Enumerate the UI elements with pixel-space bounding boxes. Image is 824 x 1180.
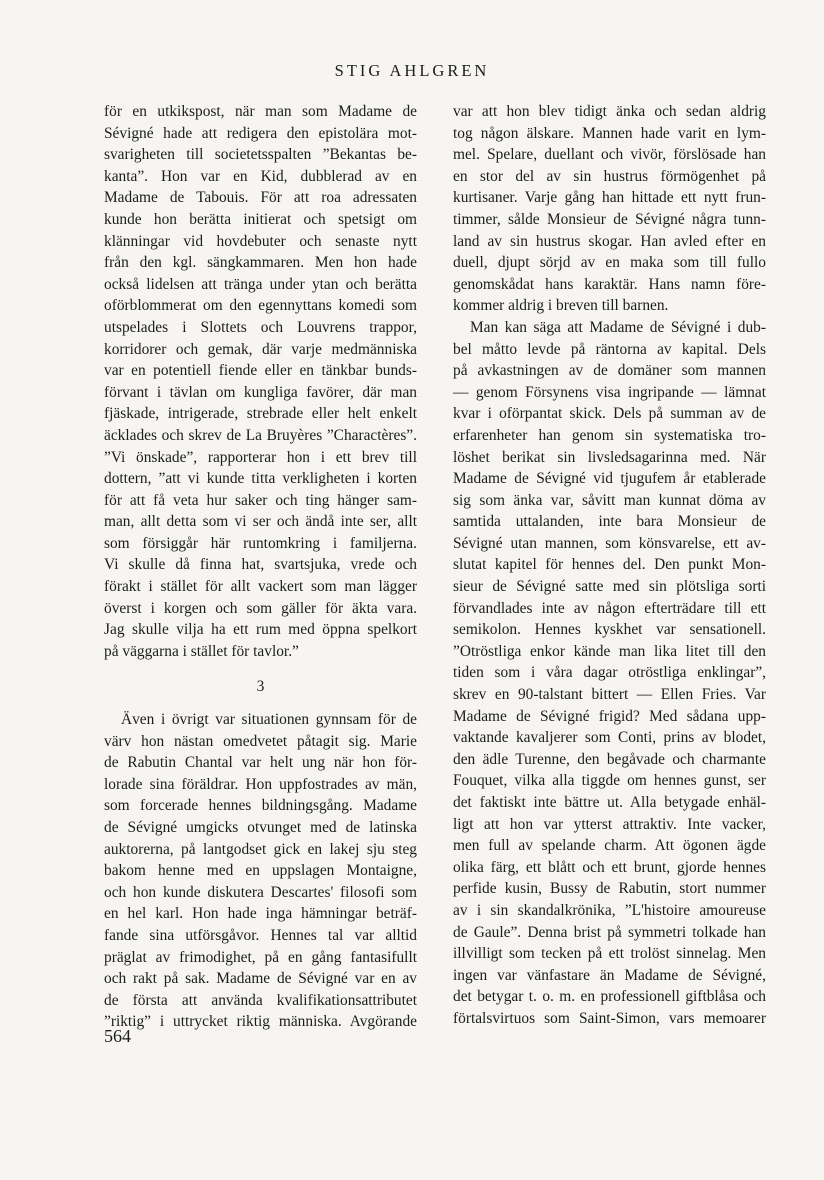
text-line: ”Otröstliga enkor kände man lika litet till den — [453, 642, 766, 660]
text-line: och rakt på sak. Madame de Sévigné var en av — [104, 970, 417, 988]
text-line: också lidelsen att tränga under ytan och berätta — [104, 275, 417, 293]
text-line: det betygar t. o. m. en professionell giftblåsa och — [453, 988, 766, 1006]
text-line: men full av spelande charm. Att ögonen ägde — [453, 837, 766, 855]
text-line: Sévigné hade att redigera den epistolära mot- — [104, 124, 417, 142]
text-line: de Gaule”. Denna brist på symmetri tolkade han — [453, 923, 766, 941]
right-column — [453, 101, 766, 1030]
text-line: vaktande kavaljerer som Conti, prins av blodet, — [453, 729, 766, 747]
text-line: värv hon nästan omedvetet påtagit sig. Marie — [104, 732, 417, 750]
text-line: erfarenheter han genom sin systematiska tro- — [453, 426, 766, 444]
text-line: fjäskade, intrigerade, strebrade eller helt enkelt — [104, 405, 417, 423]
text-line: kurtisaner. Varje gång han hittade ett nytt frun- — [453, 189, 766, 207]
paragraph — [104, 709, 417, 1033]
text-line: auktorerna, på lantgodset gick en lakej sju steg — [104, 840, 417, 858]
text-line: den ädle Turenne, den begåvade och charmante — [453, 750, 766, 768]
text-line: en stor del av sin hustrus förmögenhet på — [453, 167, 766, 185]
text-line: som forcerade hennes bildningsgång. Madame — [104, 797, 417, 815]
text-line: fande sina utförsgåvor. Hennes tal var alltid — [104, 926, 417, 944]
text-line: land av sin hustrus skogar. Han avled efter en — [453, 232, 766, 250]
text-line: bel måtto levde på räntorna av kapital. Dels — [453, 340, 766, 358]
text-line: ingen var vänfastare än Madame de Sévigné, — [453, 966, 766, 984]
text-line: Man kan säga att Madame de Sévigné i dub- — [470, 318, 766, 336]
paragraph — [453, 101, 766, 317]
text-line: sig som änka var, såvitt man kunnat döma av — [453, 491, 766, 509]
text-line: tiden som i våra dagar otröstliga enklingar”, — [453, 664, 766, 682]
text-line: var en potentiell fiende eller en tänkbar bunds- — [104, 362, 417, 380]
text-line: Madame de Tabouis. För att roa adressaten — [104, 189, 417, 207]
text-line: Sévigné utan mannen, som könsvarelse, ett av- — [453, 534, 766, 552]
text-line: ”Vi önskade”, rapporterar hon i ett brev till — [104, 448, 417, 466]
text-line: Även i övrigt var situationen gynnsam för de — [121, 711, 417, 729]
text-line: kunde hon berätta initierat och spetsigt om — [104, 210, 417, 228]
text-line: tog någon älskare. Mannen hade varit en lym- — [453, 124, 766, 142]
text-line: svarigheten till societetsspalten ”Bekantas be- — [104, 146, 417, 164]
text-line: slutat kapitel för hennes del. Den punkt Mon- — [453, 556, 766, 574]
text-line: korridorer och gemak, där varje medmänniska — [104, 340, 417, 358]
text-line: duell, djupt sörjd av en maka som till fullo — [453, 254, 766, 272]
text-line: som försiggår här runtomkring i familjerna. — [104, 534, 417, 552]
text-line: semikolon. Hennes kyskhet var sensationell. — [453, 621, 766, 639]
text-line: Vi skulle då finna hat, svartsjuka, vrede och — [104, 556, 417, 574]
text-line: kvar i oförpantat skick. Dels på summan av de — [453, 405, 766, 423]
text-line: de Sévigné umgicks otvunget med de latinska — [104, 819, 417, 836]
text-line: ligt att hon var ytterst attraktiv. Inte vacker, — [453, 815, 766, 833]
text-line: och hon kunde diskutera Descartes' filosofi som — [104, 883, 417, 901]
text-line: löshet berikat sin livsledsagarinna med. När — [453, 448, 766, 466]
text-line: kommer aldrig i breven till barnen. — [453, 297, 669, 315]
paragraph — [104, 101, 417, 662]
text-line: präglat av frimodighet, på en gång fantasifullt — [104, 948, 417, 966]
text-line: för att få veta hur saker och ting hänger sam- — [104, 491, 417, 509]
text-line: var att hon blev tidigt änka och sedan aldrig — [453, 103, 766, 120]
text-line: mel. Spelare, duellant och vivör, förslösade han — [453, 146, 766, 164]
text-line: en hel karl. Hon hade inga hämningar beträf- — [104, 905, 417, 923]
text-line: på avkastningen av de domäner som mannen — [453, 362, 766, 380]
left-column — [104, 101, 417, 1033]
text-line: det faktiskt inte bättre ut. Alla betygade enhäl- — [453, 794, 766, 811]
text-line: timmer, sålde Monsieur de Sévigné några tunn- — [453, 210, 766, 228]
text-line: utspelades i Slottets och Louvrens trappor, — [104, 318, 417, 336]
text-line: perfide kusin, Bussy de Rabutin, stort nummer — [453, 880, 766, 898]
text-line: de Rabutin Chantal var helt ung när hon för- — [104, 754, 417, 772]
text-line: sieur de Sévigné satte med sin plötsliga sorti — [453, 578, 766, 596]
text-line: äcklades och skrev de La Bruyères ”Charactères”. — [104, 426, 417, 444]
text-line: på väggarna i stället för tavlor.” — [104, 642, 299, 660]
text-line: från den kgl. sängkammaren. Men hon hade — [104, 254, 417, 272]
text-line: förakt i stället för allt vackert som man lägger — [104, 578, 417, 596]
section-number: 3 — [256, 678, 265, 696]
text-line: förvandlades inte av någon efterträdare till ett — [453, 599, 766, 617]
text-line: Madame de Sévigné vid tjugufem år etablerade — [453, 470, 766, 488]
text-line: olika färg, ett blått och ett brunt, gjorde hennes — [453, 858, 766, 876]
text-line: samtida uttalanden, inte bara Monsieur de — [453, 513, 766, 531]
text-line: förvant i tävlan om kungliga favörer, där man — [104, 383, 417, 401]
text-line: Fouquet, vilka alla tiggde om hennes gunst, ser — [453, 772, 766, 790]
text-line: förtalsvirtuos som Saint-Simon, vars memoarer — [453, 1009, 766, 1027]
text-line: oförblommerat om den egennyttans komedi som — [104, 297, 417, 315]
text-line: man, allt detta som vi ser och ändå inte ser, allt — [104, 513, 417, 531]
text-line: dottern, ”att vi kunde titta verkligheten i korten — [104, 470, 417, 488]
text-line: lorade sina föräldrar. Hon uppfostrades av män, — [104, 775, 417, 793]
text-line: klänningar vid hovdebuter och senaste nytt — [104, 232, 417, 250]
text-line: för en utkikspost, när man som Madame de — [104, 103, 417, 120]
text-line: Jag skulle vilja ha ett rum med öppna spelkort — [104, 621, 417, 639]
text-line: — genom Försynens visa ingripande — lämnat — [453, 383, 766, 401]
text-line: bakom henne med en uppslagen Montaigne, — [104, 862, 417, 880]
text-line: illvilligt som tecken på ett trolöst sinnelag. Men — [453, 945, 766, 963]
text-line: Madame de Sévigné frigid? Med sådana upp- — [453, 707, 766, 725]
text-line: ”riktig” i uttrycket riktig människa. Avgörande — [104, 1013, 417, 1031]
text-line: de första att använda kvalifikationsattributet — [104, 991, 417, 1009]
page-number: 564 — [104, 1026, 131, 1046]
text-line: genomskådat hans karaktär. Hans namn före- — [453, 275, 766, 293]
text-line: överst i korgen och som gäller för äkta vara. — [104, 599, 417, 617]
running-head: STIG AHLGREN — [334, 61, 490, 80]
text-line: av i sin skandalkrönika, ”L'histoire amoureuse — [453, 901, 766, 919]
paragraph — [453, 317, 766, 1030]
text-line: kanta”. Hon var en Kid, dubblerad av en — [104, 167, 417, 185]
text-line: skrev en 90-talstant bittert — Ellen Fries. Var — [453, 686, 766, 704]
